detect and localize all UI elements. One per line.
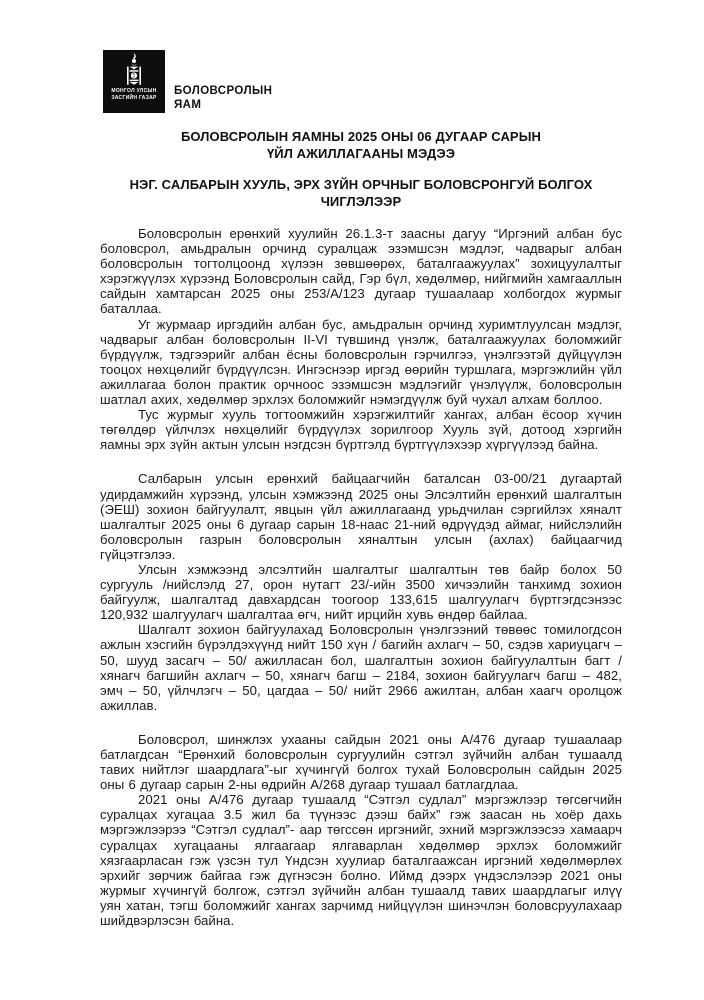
logo-caption	[111, 88, 156, 101]
paragraph-4: Салбарын улсын ерөнхий байцаагчийн баталсан 03-00/21 дугаартай удирдамжийн хүрээнд, улсын хэмжээнд 2025 оны Элсэлтийн ерөнхий шалгалтын (ЭЕШ) зохион байгуулалт, явцын үйл ажиллагаанд урьдчилан сэргийлэх хяналт шалгалтыг 2025 оны 6 дугаар сарын 18-наас 21-ний өдрүүдэд аймаг, нийслэлийн боловсролын газрын боловсролын хяналтын улсын (ахлах) байцаагчид гүйцэтгэлээ.	[100, 471, 622, 562]
paragraph-5: Улсын хэмжээнд элсэлтийн шалгалтыг шалгалтын төв байр болох 50 сургууль /нийслэлд 27, орон нутагт 23/-ийн 3500 хичээлийн танхимд зохион байгуулж, шалгалтад давхардсан тоогоор 133,615 шалгуулагч бүртгэгдсэнээс 120,932 шалгуулагч шалгалтаа өгч, нийт ирцийн хувь өндөр байлаа.	[100, 561, 622, 623]
ministry-name	[174, 84, 272, 112]
paragraph-2: Уг журмаар иргэдийн албан бус, амьдралын орчинд хуримтлуулсан мэдлэг, чадварыг албан боловсролын II-VI түвшинд үнэлж, баталгаажуулах боломжийг бүрдүүлж, тэдгээрийг албан ёсны боловсролын гэрчилгээ, үнэлгээтэй дүйцүүлэн тооцох нөхцөлийг бүрдүүлсэн. Ингэснээр иргэд өөрийн туршлага, мэргэжлийн үйл ажиллагаа болон практик орчноос эзэмшсэн мэдлэгийг үнэлүүлж, боловсролын шатлал ахих, хөдөлмөр эрхлэх боломжийг нэмэгдүүлж буй чухал алхам боллоо.	[100, 316, 622, 408]
paragraph-8: 2021 оны А/476 дугаар тушаалд “Сэтгэл судлал” мэргэжлээр төгсөгчийн суралцах хугацаа 3.5 жил ба түүнээс дээш байх” гэж заасан нь хоёр дахь мэргэжлээрээ “Сэтгэл судлал”- аар төгссөн иргэнийг, эхний мэргэжлээсээ хамаарч суралцах хугацааны ялгаагаар ялгаварлан хөдөлмөр эрхлэх боломжийг хязгаарласан гэж үзсэн тул Үндсэн хуулиар баталгаажсан иргэний хөдөлмөрлөх эрхийг зөрчиж байгаа гэж дүгнэсэн болно. Иймд дээрх үндэслэлээр 2021 оны журмыг хүчингүй болгож, сэтгэл зүйчийн албан тушаалд тавих шаардлагыг илүү уян хатан, тэгш боломжийг хангах зарчимд нийцүүлэн шинэчлэн боловсруулахаар шийдвэрлэсэн байна.	[100, 792, 622, 929]
body-text	[100, 226, 622, 928]
paragraph-3: Тус журмыг хууль тогтоомжийн хэрэгжилтийг хангах, албан ёсоор хүчин төгөлдөр үйлчлэх нөхцөлийг бүрдүүлэх зорилгоор Хууль зүй, дотоод хэргийн яамны эрх зүйн актын улсын нэгдсэн бүртгэлд бүртгүүлэхээр хүргүүлээд байна.	[100, 407, 622, 453]
ministry-name-line2: ЯАМ	[174, 99, 202, 111]
logo-caption-line2: ЗАСГИЙН ГАЗАР	[111, 94, 157, 101]
section-heading-line2: ЧИГЛЭЛЭЭР	[320, 194, 402, 209]
paragraph-6: Шалгалт зохион байгуулахад Боловсролын үнэлгээний төвөөс томилогдсон ажлын хэсгийн бүрэлдэхүүнд нийт 150 хүн / багийн ахлагч – 50, сэдэв хариуцагч – 50, шууд засагч – 50/ ажилласан бол, шалгалтын зохион байгуулалтын багт /хянагч багшийн ахлагч – 50, хянагч багш – 2184, зохион байгуулагч багш – 482, эмч – 50, үйлчлэгч – 50, цагдаа – 50/ нийт 2966 ажилтан, албан хаагч оролцож ажиллав.	[100, 622, 622, 713]
government-logo	[103, 50, 165, 113]
section-heading	[100, 176, 622, 210]
section-heading-line1: НЭГ. САЛБАРЫН ХУУЛЬ, ЭРХ ЗҮЙН ОРЧНЫГ БОЛОВСРОНГУЙ БОЛГОХ	[129, 177, 593, 192]
soyombo-icon	[122, 53, 146, 87]
paragraph-7: Боловсрол, шинжлэх ухааны сайдын 2021 оны А/476 дугаар тушаалаар батлагдсан “Ерөнхий боловсролын сургуулийн сэтгэл зүйчийн албан тушаалд тавих нийтлэг шаардлага”-ыг хүчингүй болгох тухай Боловсролын сайдын 2025 оны 6 дугаар сарын 2-ны өдрийн А/268 дугаар тушаал батлагдлаа.	[100, 731, 622, 793]
paragraph-1: Боловсролын ерөнхий хуулийн 26.1.3-т заасны дагуу “Иргэний албан бус боловсрол, амьдралын орчинд суралцаж эзэмшсэн мэдлэг, чадварыг албан боловсролын тогтолцоонд хүлээн зөвшөөрөх, баталгаажуулах” зохицуулалтыг хэрэгжүүлэх хүрээнд Боловсролын сайд, Гэр бүл, хөдөлмөр, нийгмийн хамгааллын сайдын хамтарсан 2025 оны 253/А/123 дугаар тушаалаар холбогдох журмыг баталлаа.	[100, 226, 622, 317]
document-title-line1: БОЛОВСРОЛЫН ЯАМНЫ 2025 ОНЫ 06 ДУГААР САРЫН	[180, 129, 542, 144]
ministry-name-line1: БОЛОВСРОЛЫН	[174, 85, 273, 97]
document-content	[100, 128, 622, 928]
document-title-line2: ҮЙЛ АЖИЛЛАГААНЫ МЭДЭЭ	[266, 146, 456, 161]
document-title	[100, 128, 622, 162]
logo-caption-line1: МОНГОЛ УЛСЫН	[111, 88, 157, 94]
